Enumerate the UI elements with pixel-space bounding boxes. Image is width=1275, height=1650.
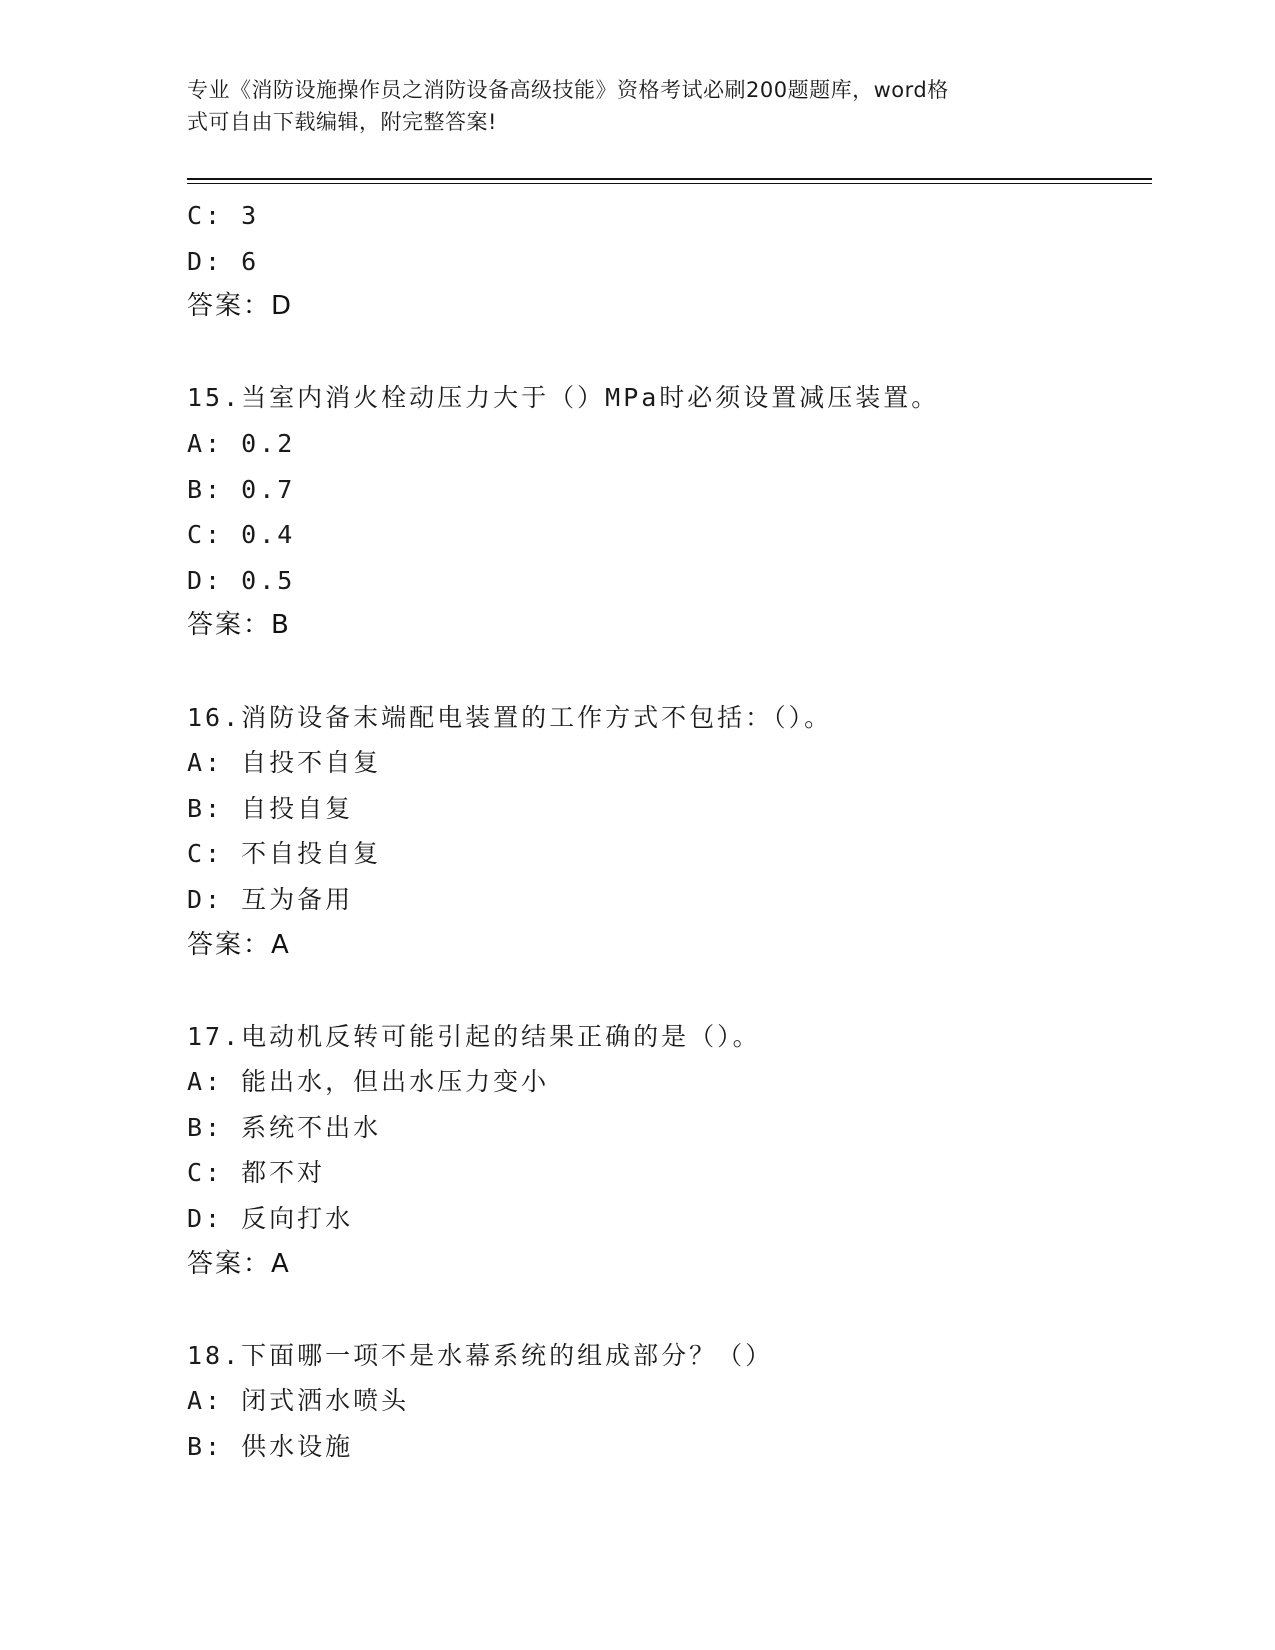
option-line: A: 能出水，但出水压力变小 — [187, 1067, 550, 1097]
question-list — [187, 193, 1147, 1470]
option-line: C: 0.4 — [187, 520, 296, 550]
option-line: A: 0.2 — [187, 428, 296, 458]
option-line: B: 系统不出水 — [187, 1112, 382, 1142]
option-line: B: 自投自复 — [187, 793, 354, 823]
option-line: B: 0.7 — [187, 474, 296, 504]
option-line: C: 都不对 — [187, 1158, 326, 1188]
spacer — [187, 330, 1147, 376]
question-text: 17.电动机反转可能引起的结果正确的是（）。 — [187, 1021, 761, 1051]
header-divider-thick — [187, 178, 1152, 180]
option-line: C: 3 — [187, 201, 260, 230]
option-line: A: 自投不自复 — [187, 748, 382, 778]
answer-line: 答案：A — [187, 1248, 291, 1279]
header-divider-thin — [187, 183, 1152, 184]
spacer — [187, 1287, 1147, 1333]
answer-line: 答案：A — [187, 929, 291, 960]
document-header — [187, 74, 1067, 138]
question-text: 18.下面哪一项不是水幕系统的组成部分？（） — [187, 1340, 774, 1370]
answer-line: 答案：B — [187, 610, 291, 641]
option-line: D: 6 — [187, 246, 260, 276]
option-line: D: 0.5 — [187, 565, 296, 595]
header-line-1: 专业《消防设施操作员之消防设备高级技能》资格考试必刷200题题库，word格 — [187, 78, 949, 102]
option-line: D: 互为备用 — [187, 884, 354, 914]
option-line: B: 供水设施 — [187, 1432, 354, 1462]
question-text: 16.消防设备末端配电装置的工作方式不包括：（）。 — [187, 702, 833, 732]
spacer — [187, 649, 1147, 695]
header-line-2: 式可自由下载编辑，附完整答案! — [187, 110, 497, 134]
option-line: D: 反向打水 — [187, 1204, 354, 1234]
option-line: A: 闭式洒水喷头 — [187, 1386, 410, 1416]
spacer — [187, 968, 1147, 1014]
answer-line: 答案：D — [187, 291, 294, 322]
question-text: 15.当室内消火栓动压力大于（）MPa时必须设置减压装置。 — [187, 383, 940, 413]
option-line: C: 不自投自复 — [187, 839, 382, 869]
